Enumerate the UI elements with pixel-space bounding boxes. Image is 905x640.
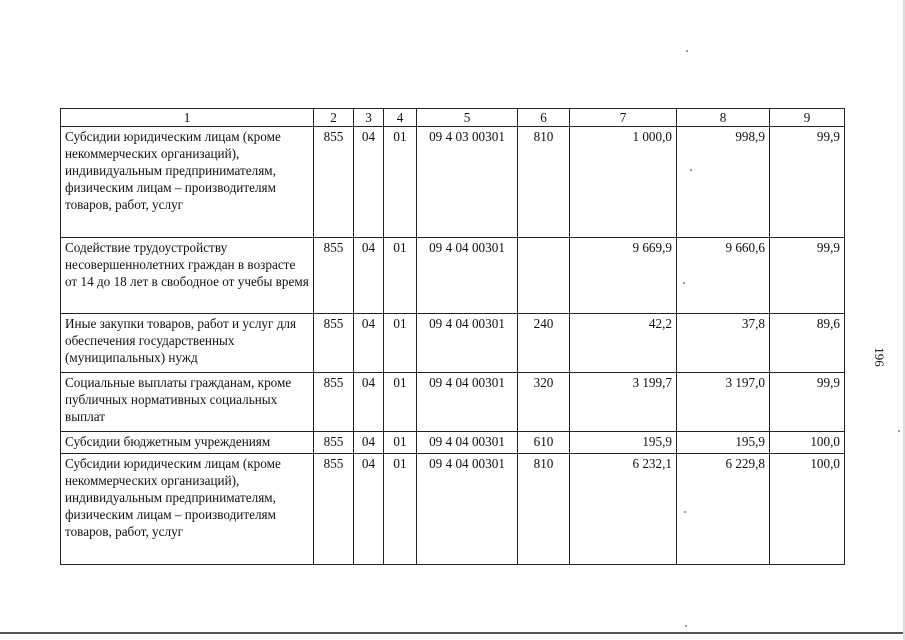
- header-cell: 6: [518, 109, 570, 127]
- table-row: [61, 238, 845, 314]
- percent-cell: 99,9: [770, 238, 845, 314]
- expense-type-cell: 240: [518, 314, 570, 373]
- expense-type-cell: [518, 238, 570, 314]
- percent-cell: 89,6: [770, 314, 845, 373]
- scan-edge-line: [0, 632, 905, 634]
- admin-code-cell: 855: [314, 432, 354, 454]
- header-cell: 9: [770, 109, 845, 127]
- admin-code-cell: 855: [314, 454, 354, 565]
- table-header-row: [61, 109, 845, 127]
- target-article-cell: 09 4 04 00301: [417, 314, 518, 373]
- row-name-cell: Субсидии юридическим лицам (кроме некоммерческих организаций), индивидуальным предпринимателям, физическим лицам – производителям товаров, работ, услуг: [61, 454, 314, 565]
- scan-speck: [686, 50, 688, 52]
- section-cell: 04: [354, 314, 384, 373]
- planned-amount-cell: 195,9: [570, 432, 677, 454]
- scan-speck: [685, 625, 687, 627]
- subsection-cell: 01: [384, 454, 417, 565]
- planned-amount-cell: 6 232,1: [570, 454, 677, 565]
- header-cell: 5: [417, 109, 518, 127]
- target-article-cell: 09 4 04 00301: [417, 373, 518, 432]
- page-number: 196: [872, 347, 887, 367]
- table-row: [61, 432, 845, 454]
- actual-amount-cell: 9 660,6: [677, 238, 770, 314]
- budget-table: [60, 108, 845, 565]
- header-cell: 7: [570, 109, 677, 127]
- row-name-cell: Содействие трудоустройству несовершеннолетних граждан в возрасте от 14 до 18 лет в свободное от учебы время: [61, 238, 314, 314]
- planned-amount-cell: 3 199,7: [570, 373, 677, 432]
- section-cell: 04: [354, 454, 384, 565]
- row-name-cell: Социальные выплаты гражданам, кроме публичных нормативных социальных выплат: [61, 373, 314, 432]
- scan-speck: [683, 282, 685, 284]
- expense-type-cell: 320: [518, 373, 570, 432]
- expense-type-cell: 610: [518, 432, 570, 454]
- header-cell: 8: [677, 109, 770, 127]
- subsection-cell: 01: [384, 373, 417, 432]
- table-row: [61, 127, 845, 238]
- header-cell: 3: [354, 109, 384, 127]
- expense-type-cell: 810: [518, 454, 570, 565]
- row-name-cell: Субсидии юридическим лицам (кроме некоммерческих организаций), индивидуальным предпринимателям, физическим лицам – производителям товаров, работ, услуг: [61, 127, 314, 238]
- percent-cell: 99,9: [770, 373, 845, 432]
- header-cell: 2: [314, 109, 354, 127]
- admin-code-cell: 855: [314, 314, 354, 373]
- percent-cell: 99,9: [770, 127, 845, 238]
- table-row: [61, 373, 845, 432]
- subsection-cell: 01: [384, 238, 417, 314]
- header-cell: 1: [61, 109, 314, 127]
- target-article-cell: 09 4 04 00301: [417, 454, 518, 565]
- table-row: [61, 314, 845, 373]
- actual-amount-cell: 195,9: [677, 432, 770, 454]
- admin-code-cell: 855: [314, 127, 354, 238]
- table-row: [61, 454, 845, 565]
- planned-amount-cell: 9 669,9: [570, 238, 677, 314]
- actual-amount-cell: 998,9: [677, 127, 770, 238]
- target-article-cell: 09 4 04 00301: [417, 432, 518, 454]
- expense-type-cell: 810: [518, 127, 570, 238]
- subsection-cell: 01: [384, 314, 417, 373]
- section-cell: 04: [354, 432, 384, 454]
- actual-amount-cell: 37,8: [677, 314, 770, 373]
- actual-amount-cell: 3 197,0: [677, 373, 770, 432]
- subsection-cell: 01: [384, 127, 417, 238]
- subsection-cell: 01: [384, 432, 417, 454]
- planned-amount-cell: 1 000,0: [570, 127, 677, 238]
- admin-code-cell: 855: [314, 238, 354, 314]
- section-cell: 04: [354, 127, 384, 238]
- section-cell: 04: [354, 238, 384, 314]
- admin-code-cell: 855: [314, 373, 354, 432]
- scan-speck: [690, 169, 692, 171]
- percent-cell: 100,0: [770, 454, 845, 565]
- target-article-cell: 09 4 04 00301: [417, 238, 518, 314]
- header-cell: 4: [384, 109, 417, 127]
- row-name-cell: Субсидии бюджетным учреждениям: [61, 432, 314, 454]
- actual-amount-cell: 6 229,8: [677, 454, 770, 565]
- scan-speck: [898, 430, 900, 432]
- target-article-cell: 09 4 03 00301: [417, 127, 518, 238]
- scan-speck: [684, 511, 686, 513]
- planned-amount-cell: 42,2: [570, 314, 677, 373]
- section-cell: 04: [354, 373, 384, 432]
- percent-cell: 100,0: [770, 432, 845, 454]
- row-name-cell: Иные закупки товаров, работ и услуг для обеспечения государственных (муниципальных) нужд: [61, 314, 314, 373]
